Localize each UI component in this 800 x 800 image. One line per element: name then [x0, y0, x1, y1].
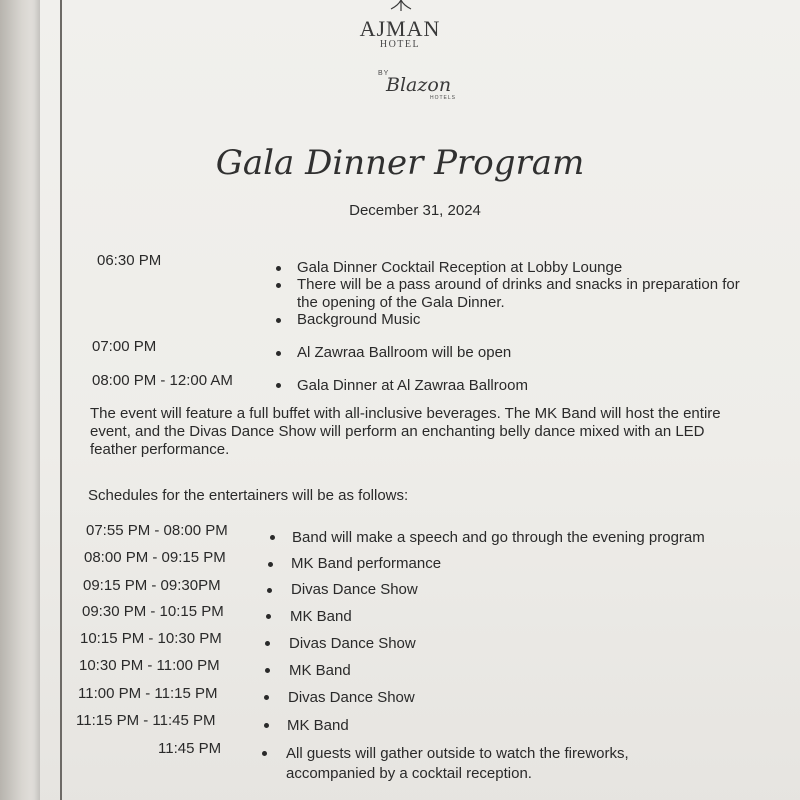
- schedule-time: 07:55 PM - 08:00 PM: [86, 522, 228, 539]
- schedule-time: 09:15 PM - 09:30PM: [83, 577, 221, 594]
- event-description: [90, 405, 750, 459]
- bullet-icon: [265, 668, 270, 673]
- program-time: 08:00 PM - 12:00 AM: [92, 372, 233, 389]
- group-logo: Blazon: [386, 74, 452, 96]
- bullet-icon: [267, 588, 272, 593]
- schedule-intro: Schedules for the entertainers will be as follows:: [88, 487, 409, 504]
- description-line: event, and the Divas Dance Show will perform an enchanting belly dance mixed with an LED: [90, 423, 705, 440]
- schedule-time: 10:15 PM - 10:30 PM: [80, 630, 222, 647]
- program-time: 07:00 PM: [92, 338, 157, 355]
- bullet-icon: [266, 614, 271, 619]
- schedule-item: MK Band: [287, 717, 349, 734]
- bullet-icon: [276, 351, 281, 356]
- bullet-icon: [262, 751, 267, 756]
- schedule-item: All guests will gather outside to watch the fireworks,: [286, 745, 629, 762]
- by-label: BY: [378, 70, 390, 77]
- schedule-time: 09:30 PM - 10:15 PM: [82, 603, 224, 620]
- bullet-icon: [268, 562, 273, 567]
- schedule-item: Divas Dance Show: [289, 635, 416, 652]
- schedule-item: accompanied by a cocktail reception.: [286, 765, 532, 782]
- schedule-item: Band will make a speech and go through the evening program: [292, 529, 705, 546]
- bullet-icon: [265, 641, 270, 646]
- program-item: the opening of the Gala Dinner.: [297, 294, 505, 311]
- bullet-icon: [270, 535, 275, 540]
- program-item: Gala Dinner Cocktail Reception at Lobby Lounge: [297, 259, 623, 276]
- schedule-time: 11:00 PM - 11:15 PM: [78, 685, 218, 702]
- bullet-icon: [276, 383, 281, 388]
- schedule-item: MK Band performance: [291, 555, 442, 572]
- schedule-time: 10:30 PM - 11:00 PM: [79, 657, 220, 674]
- bullet-icon: [276, 266, 281, 271]
- program-item: Al Zawraa Ballroom will be open: [297, 344, 512, 361]
- schedule-item: MK Band: [289, 662, 351, 679]
- group-logo-sub: HOTELS: [430, 95, 457, 101]
- schedule-time: 08:00 PM - 09:15 PM: [84, 549, 226, 566]
- program-time: 06:30 PM: [97, 252, 162, 269]
- bullet-icon: [264, 695, 269, 700]
- hotel-logo-icon: [389, 0, 413, 12]
- event-date: December 31, 2024: [349, 202, 481, 219]
- schedule-time: 11:45 PM: [158, 740, 222, 757]
- schedule-item: Divas Dance Show: [291, 581, 418, 598]
- program-item: Background Music: [297, 311, 421, 328]
- bullet-icon: [276, 318, 281, 323]
- program-item: Gala Dinner at Al Zawraa Ballroom: [297, 377, 528, 394]
- bullet-icon: [264, 723, 269, 728]
- description-line: The event will feature a full buffet with all-inclusive beverages. The MK Band will host the entire: [90, 405, 721, 422]
- bullet-icon: [276, 283, 281, 288]
- hotel-brand: AJMAN: [359, 16, 441, 41]
- schedule-item: MK Band: [290, 608, 352, 625]
- hotel-brand-sub: HOTEL: [379, 39, 421, 50]
- schedule-item: Divas Dance Show: [288, 689, 415, 706]
- program-item: There will be a pass around of drinks and snacks in preparation for: [297, 276, 740, 293]
- page-title: Gala Dinner Program: [215, 143, 585, 183]
- description-line: feather performance.: [90, 441, 230, 458]
- schedule-time: 11:15 PM - 11:45 PM: [76, 712, 216, 729]
